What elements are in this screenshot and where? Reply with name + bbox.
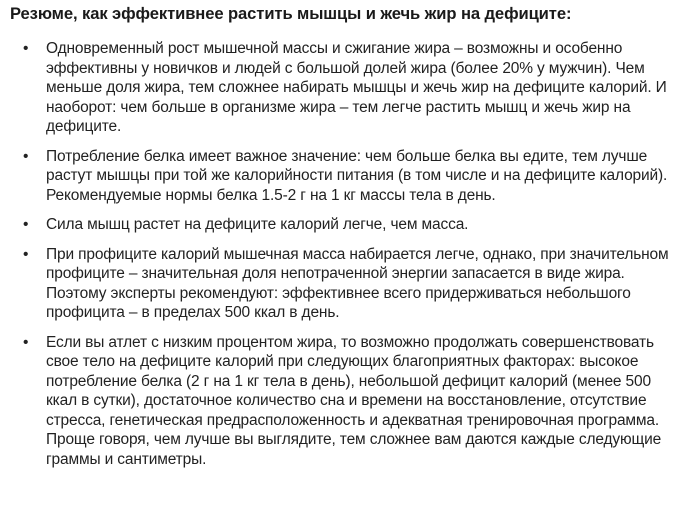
list-item-text: Потребление белка имеет важное значение: чем больше белка вы едите, тем лучше растут мышцы при той же калорийности питания (в том числе и на дефиците калорий). Рекомендуемые нормы белка 1.5-2 г на 1 кг массы тела в день. bbox=[46, 147, 668, 204]
list-item bbox=[10, 39, 670, 137]
list-item-text: Если вы атлет с низким процентом жира, то возможно продолжать совершенствовать свое тело на дефиците калорий при следующих благоприятных факторах: высокое потребление белка (2 г на 1 кг тела в день), небольшой дефицит калорий (менее 500 ккал в сутки), достаточное количество сна и времени на восстановление, отсутствие стресса, генетическая предрасположенность и адекватная тренировочная программа. Проще говоря, чем лучше вы выглядите, тем сложнее вам даются каждые следующие граммы и сантиметры. bbox=[46, 333, 662, 468]
summary-heading: Резюме, как эффективнее растить мышцы и жечь жир на дефиците: bbox=[10, 4, 572, 23]
bullet-icon: • bbox=[23, 333, 29, 351]
bullet-icon: • bbox=[23, 40, 29, 57]
bullet-icon: • bbox=[23, 216, 29, 233]
list-item-text: Сила мышц растет на дефиците калорий легче, чем масса. bbox=[46, 216, 469, 233]
summary-list bbox=[10, 39, 670, 469]
list-item bbox=[10, 245, 670, 323]
list-item-text: При профиците калорий мышечная масса набирается легче, однако, при значительном профиците – значительная доля непотраченной энергии запасается в виде жира. Поэтому эксперты рекомендуют: эффективнее всего придерживаться небольшого профицита – в пределах 500 ккал в день. bbox=[46, 245, 669, 321]
bullet-icon: • bbox=[23, 245, 29, 263]
list-item bbox=[10, 215, 670, 235]
list-item bbox=[10, 147, 670, 206]
bullet-icon: • bbox=[23, 147, 29, 165]
list-item-text: Одновременный рост мышечной массы и сжигание жира – возможны и особенно эффективны у новичков и людей с большой долей жира (более 20% у мужчин). Чем меньше доля жира, тем сложнее набирать мышцы и жечь жир на дефиците калорий. И наоборот: чем больше в организме жира – тем легче растить мышц и жечь жир на дефиците. bbox=[46, 40, 667, 135]
list-item bbox=[10, 333, 670, 470]
